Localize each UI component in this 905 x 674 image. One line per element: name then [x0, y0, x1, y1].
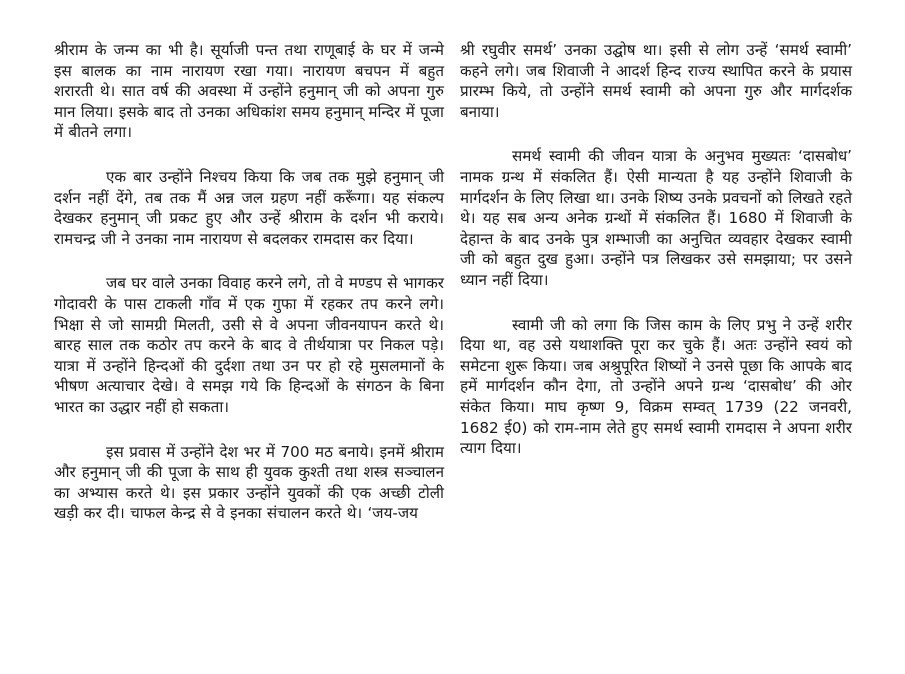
right-paragraph-2: समर्थ स्वामी की जीवन यात्रा के अनुभव मुख्यतः ‘दासबोध’ नामक ग्रन्थ में संकलित हैं। ऐसी मान्यता है यह उन्होंने शिवाजी के मार्गदर्शन के लिए लिखा था। उनके शिष्य उनके प्रवचनों को लिखते रहते थे। यह सब अन्य अनेक ग्रन्थों में संकलित हैं। 1680 में शिवाजी के देहान्त के बाद उनके पुत्र शम्भाजी का अनुचित व्यवहार देखकर स्वामी जी को बहुत दुख हुआ। उन्होंने पत्र लिखकर उसे समझाया; पर उसने ध्यान नहीं दिया।: [460, 147, 852, 289]
left-column: [54, 40, 444, 548]
right-column: [460, 40, 852, 483]
left-paragraph-1: श्रीराम के जन्म का भी है। सूर्याजी पन्त तथा राणूबाई के घर में जन्मे इस बालक का नाम नारायण रखा गया। नारायण बचपन में बहुत शरारती थे। सात वर्ष की अवस्था में उन्होंने हनुमान् जी को अपना गुरु मान लिया। इसके बाद तो उनका अधिकांश समय हनुमान् मन्दिर में पूजा में बीतने लगा।: [54, 41, 444, 142]
left-paragraph-2: एक बार उन्होंने निश्चय किया कि जब तक मुझे हनुमान् जी दर्शन नहीं देंगे, तब तक मैं अन्न जल ग्रहण नहीं करूँगा। यह संकल्प देखकर हनुमान् जी प्रकट हुए और उन्हें श्रीराम के दर्शन भी कराये। रामचन्द्र जी ने उनका नाम नारायण से बदलकर रामदास कर दिया।: [54, 167, 444, 248]
right-paragraph-1: श्री रघुवीर समर्थ’ उनका उद्घोष था। इसी से लोग उन्हें ‘समर्थ स्वामी’ कहने लगे। जब शिवाजी ने आदर्श हिन्द राज्य स्थापित करने के प्रयास प्रारम्भ किये, तो उन्होंने समर्थ स्वामी को अपना गुरु और मार्गदर्शक बनाया।: [460, 41, 852, 121]
left-paragraph-3: जब घर वाले उनका विवाह करने लगे, तो वे मण्डप से भागकर गोदावरी के पास टाकली गाँव में एक गुफा में रहकर तप करने लगे। भिक्षा से जो सामग्री मिलती, उसी से वे अपना जीवनयापन करते थे। बारह साल तक कठोर तप करने के बाद वे तीर्थयात्रा पर निकल पड़े। यात्रा में उन्होंने हिन्दओं की दुर्दशा तथा उन पर हो रहे मुसलमानों के भीषण अत्याचार देखे। वे समझ गये कि हिन्दओं के संगठन के बिना भारत का उद्धार नहीं हो सकता।: [54, 274, 444, 416]
right-paragraph-3: स्वामी जी को लगा कि जिस काम के लिए प्रभु ने उन्हें शरीर दिया था, वह उसे यथाशक्ति पूरा कर चुके हैं। अतः उन्होंने स्वयं को समेटना शुरू किया। जब अश्रुपूरित शिष्यों ने उनसे पूछा कि आपके बाद हमें मार्गदर्शन कौन देगा, तो उन्होंने अपने ग्रन्थ ‘दासबोध’ की ओर संकेत किया। माघ कृष्ण 9, विक्रम सम्वत् 1739 (22 जनवरी, 1682 ई0) को राम-नाम लेते हुए समर्थ स्वामी रामदास ने अपना शरीर त्याग दिया।: [460, 315, 852, 458]
left-paragraph-4: इस प्रवास में उन्होंने देश भर में 700 मठ बनाये। इनमें श्रीराम और हनुमान् जी की पूजा के साथ ही युवक कुश्ती तथा शस्त्र सञ्चालन का अभ्यास करते थे। इस प्रकार उन्होंने युवकों की एक अच्छी टोली खड़ी कर दी। चाफल केन्द्र से वे इनका संचालन करते थे। ‘जय-जय: [54, 442, 444, 523]
